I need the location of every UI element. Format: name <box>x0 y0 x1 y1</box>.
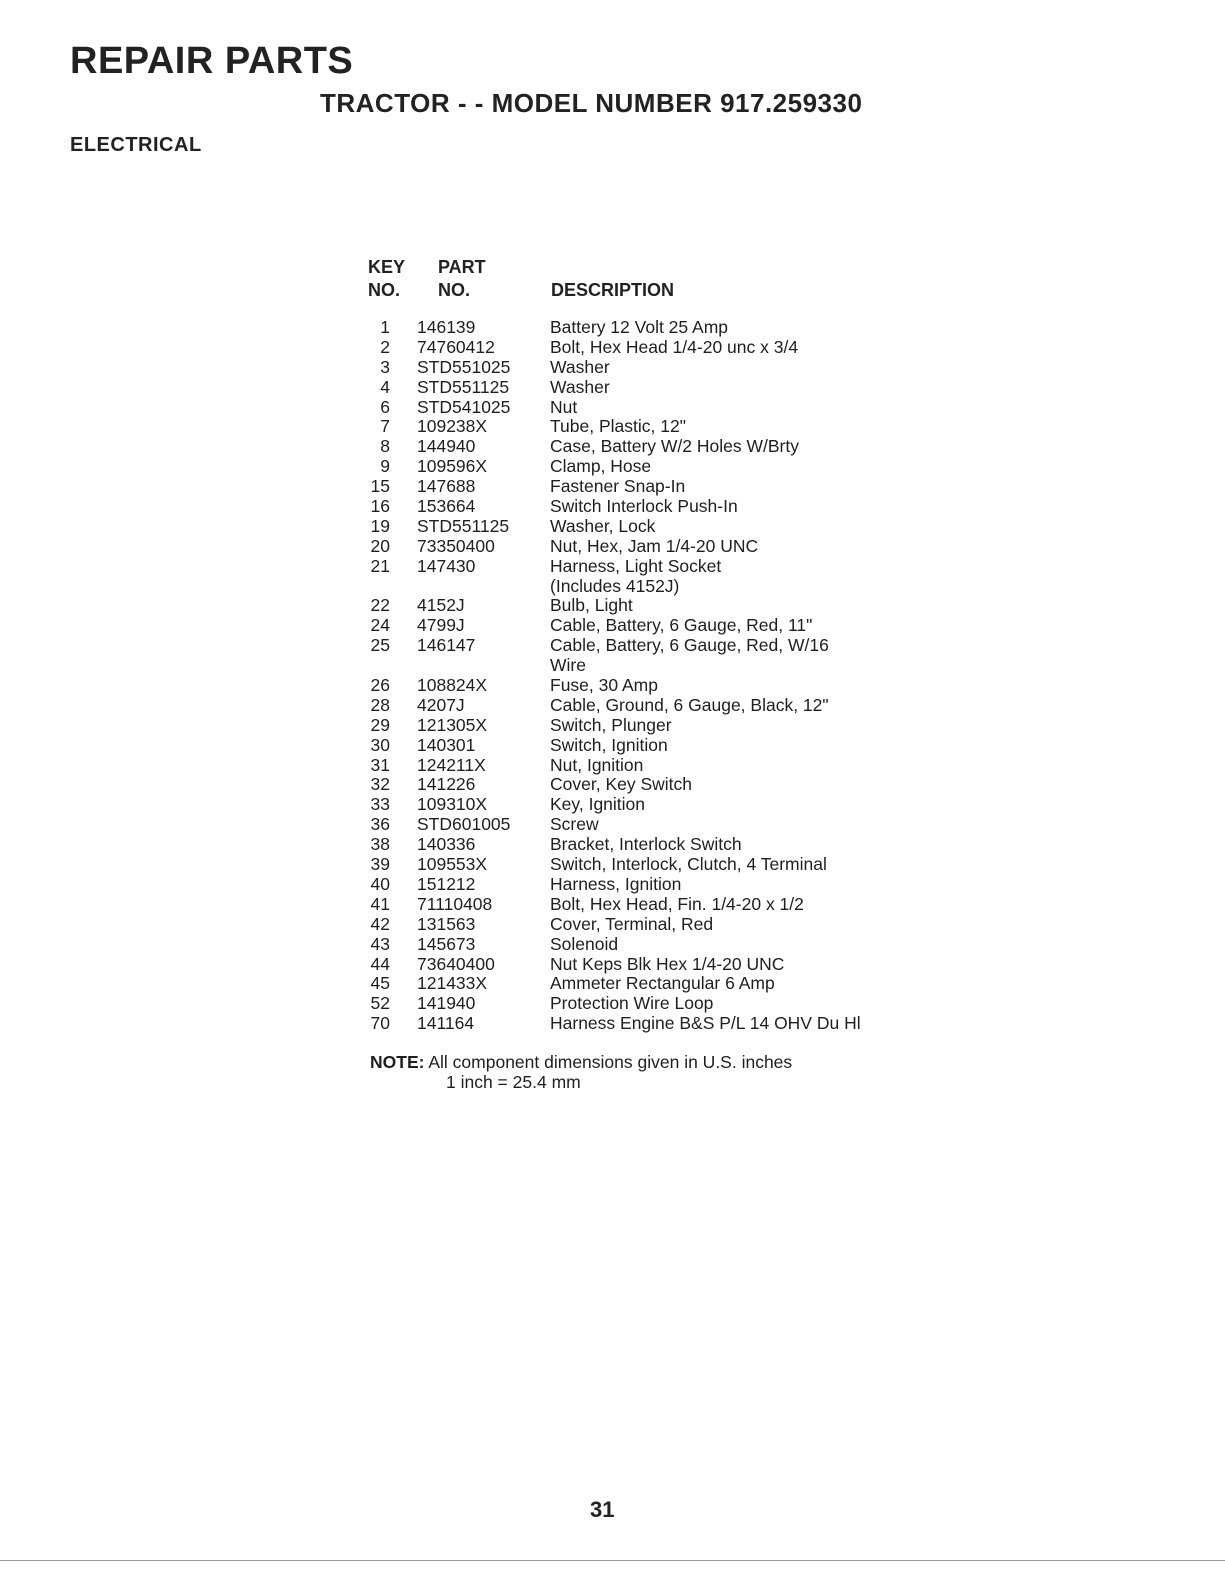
note-label: NOTE: <box>370 1052 425 1072</box>
table-row <box>352 795 952 815</box>
table-row <box>352 676 952 696</box>
table-row <box>352 756 952 776</box>
description: Case, Battery W/2 Holes W/Brty <box>550 436 799 457</box>
description: Fastener Snap-In <box>550 476 686 497</box>
description: Nut, Ignition <box>550 754 644 775</box>
description: (Includes 4152J) <box>550 575 680 596</box>
table-row <box>352 656 952 676</box>
description: Harness Engine B&S P/L 14 OHV Du Hl <box>550 1013 861 1034</box>
description: Cover, Terminal, Red <box>550 913 714 934</box>
bottom-rule <box>0 1560 1225 1561</box>
table-row <box>352 398 952 418</box>
part-no: 141226 <box>417 774 476 795</box>
column-header-description: DESCRIPTION <box>551 280 675 300</box>
table-row <box>352 855 952 875</box>
table-row <box>352 358 952 378</box>
part-no: 147430 <box>417 555 476 576</box>
description: Key, Ignition <box>550 794 646 815</box>
key-no: 1 <box>380 317 390 337</box>
description: Switch, Ignition <box>550 734 668 755</box>
description: Bracket, Interlock Switch <box>550 834 742 855</box>
part-no: 151212 <box>417 873 476 894</box>
part-no: 121433X <box>417 973 488 994</box>
table-row <box>352 815 952 835</box>
key-no: 32 <box>370 774 390 795</box>
description: Switch, Plunger <box>550 714 672 735</box>
part-no: 4152J <box>417 595 465 616</box>
description: Washer <box>550 356 610 377</box>
part-no: STD601005 <box>417 814 511 835</box>
note-line2: 1 inch = 25.4 mm <box>446 1072 581 1092</box>
table-row <box>352 696 952 716</box>
parts-list <box>352 318 952 1034</box>
table-row <box>352 616 952 636</box>
part-no: 147688 <box>417 476 476 497</box>
part-no: 109238X <box>417 416 488 437</box>
key-no: 43 <box>370 933 390 954</box>
part-no: 109596X <box>417 456 488 477</box>
part-no: 74760412 <box>417 336 495 357</box>
description: Fuse, 30 Amp <box>550 675 658 696</box>
description: Washer, Lock <box>550 515 656 536</box>
description: Cable, Battery, 6 Gauge, Red, 11" <box>550 615 813 636</box>
part-no: 109310X <box>417 794 488 815</box>
part-no: 140336 <box>417 834 476 855</box>
part-no: 108824X <box>417 675 488 696</box>
key-no: 4 <box>380 376 390 397</box>
page-title: REPAIR PARTS <box>70 40 354 82</box>
key-no: 8 <box>380 436 390 457</box>
description: Switch Interlock Push-In <box>550 496 738 517</box>
table-row <box>352 915 952 935</box>
key-no: 30 <box>370 734 390 755</box>
description: Protection Wire Loop <box>550 993 714 1014</box>
table-row <box>352 537 952 557</box>
part-no: STD541025 <box>417 396 511 417</box>
part-no: 109553X <box>417 854 488 875</box>
page-number: 31 <box>590 1497 615 1522</box>
note-line1: All component dimensions given in U.S. inches <box>428 1052 793 1072</box>
table-row <box>352 437 952 457</box>
table-row <box>352 517 952 537</box>
note <box>370 1052 792 1092</box>
key-no: 15 <box>370 476 390 497</box>
section-heading: ELECTRICAL <box>70 134 202 156</box>
description: Clamp, Hose <box>550 456 652 477</box>
key-no: 16 <box>370 496 390 517</box>
table-row <box>352 636 952 656</box>
key-no: 52 <box>370 993 390 1014</box>
key-no: 9 <box>380 456 390 477</box>
description: Nut <box>550 396 578 417</box>
part-no: 71110408 <box>417 893 493 914</box>
part-no: 4799J <box>417 615 465 636</box>
description: Switch, Interlock, Clutch, 4 Terminal <box>550 854 827 875</box>
column-header-key-line2: NO. <box>368 280 401 300</box>
key-no: 33 <box>370 794 390 815</box>
description: Screw <box>550 814 599 835</box>
key-no: 40 <box>370 873 390 894</box>
table-row <box>352 596 952 616</box>
part-no: 144940 <box>417 436 476 457</box>
part-no: 141164 <box>417 1013 475 1034</box>
part-no: 124211X <box>417 754 486 775</box>
key-no: 31 <box>370 754 390 775</box>
key-no: 7 <box>380 416 390 437</box>
description: Cable, Ground, 6 Gauge, Black, 12" <box>550 694 829 715</box>
part-no: 141940 <box>417 993 476 1014</box>
part-no: STD551125 <box>417 376 510 397</box>
table-row <box>352 835 952 855</box>
table-row <box>352 955 952 975</box>
table-row <box>352 477 952 497</box>
description: Washer <box>550 376 610 397</box>
key-no: 3 <box>380 356 390 377</box>
key-no: 38 <box>370 834 390 855</box>
description: Tube, Plastic, 12" <box>550 416 686 437</box>
part-no: STD551125 <box>417 515 510 536</box>
description: Bolt, Hex Head, Fin. 1/4-20 x 1/2 <box>550 893 804 914</box>
table-row <box>352 378 952 398</box>
part-no: 131563 <box>417 913 476 934</box>
table-row <box>352 318 952 338</box>
table-row <box>352 974 952 994</box>
table-row <box>352 1014 952 1034</box>
table-row <box>352 875 952 895</box>
key-no: 39 <box>370 854 390 875</box>
model-subtitle: TRACTOR - - MODEL NUMBER 917.259330 <box>320 88 863 118</box>
table-row <box>352 577 952 597</box>
description: Wire <box>550 655 586 676</box>
key-no: 19 <box>370 515 390 536</box>
part-no: STD551025 <box>417 356 511 377</box>
description: Battery 12 Volt 25 Amp <box>550 317 729 337</box>
table-row <box>352 736 952 756</box>
table-row <box>352 557 952 577</box>
description: Solenoid <box>550 933 619 954</box>
part-no: 146147 <box>417 635 476 656</box>
key-no: 6 <box>380 396 390 417</box>
column-header-part-line1: PART <box>438 257 486 277</box>
table-row <box>352 497 952 517</box>
key-no: 45 <box>370 973 390 994</box>
table-row <box>352 716 952 736</box>
key-no: 29 <box>370 714 390 735</box>
table-row <box>352 935 952 955</box>
description: Nut Keps Blk Hex 1/4-20 UNC <box>550 953 785 974</box>
table-row <box>352 338 952 358</box>
key-no: 70 <box>370 1013 390 1034</box>
column-header-part-line2: NO. <box>438 280 471 300</box>
key-no: 24 <box>370 615 390 636</box>
description: Nut, Hex, Jam 1/4-20 UNC <box>550 535 759 556</box>
description: Cable, Battery, 6 Gauge, Red, W/16 <box>550 635 829 656</box>
description: Bolt, Hex Head 1/4-20 unc x 3/4 <box>550 336 799 357</box>
description: Harness, Ignition <box>550 873 682 894</box>
table-row <box>352 994 952 1014</box>
table-row <box>352 457 952 477</box>
part-no: 73350400 <box>417 535 495 556</box>
key-no: 26 <box>370 675 390 696</box>
part-no: 121305X <box>417 714 488 735</box>
part-no: 145673 <box>417 933 476 954</box>
part-no: 146139 <box>417 317 476 337</box>
column-header-key-line1: KEY <box>368 257 406 277</box>
key-no: 42 <box>370 913 390 934</box>
table-row <box>352 895 952 915</box>
description: Harness, Light Socket <box>550 555 722 576</box>
column-header-key-no <box>368 256 405 302</box>
description: Ammeter Rectangular 6 Amp <box>550 973 775 994</box>
key-no: 41 <box>370 893 390 914</box>
table-row <box>352 775 952 795</box>
table-row <box>352 417 952 437</box>
part-no: 73640400 <box>417 953 495 974</box>
key-no: 44 <box>370 953 390 974</box>
part-no: 4207J <box>417 694 465 715</box>
description: Cover, Key Switch <box>550 774 692 795</box>
key-no: 22 <box>370 595 390 616</box>
key-no: 2 <box>380 336 390 357</box>
description: Bulb, Light <box>550 595 633 616</box>
key-no: 25 <box>370 635 390 656</box>
key-no: 20 <box>370 535 390 556</box>
key-no: 28 <box>370 694 390 715</box>
key-no: 21 <box>370 555 390 576</box>
part-no: 140301 <box>417 734 476 755</box>
column-header-part-no <box>438 256 486 302</box>
part-no: 153664 <box>417 496 476 517</box>
key-no: 36 <box>370 814 390 835</box>
